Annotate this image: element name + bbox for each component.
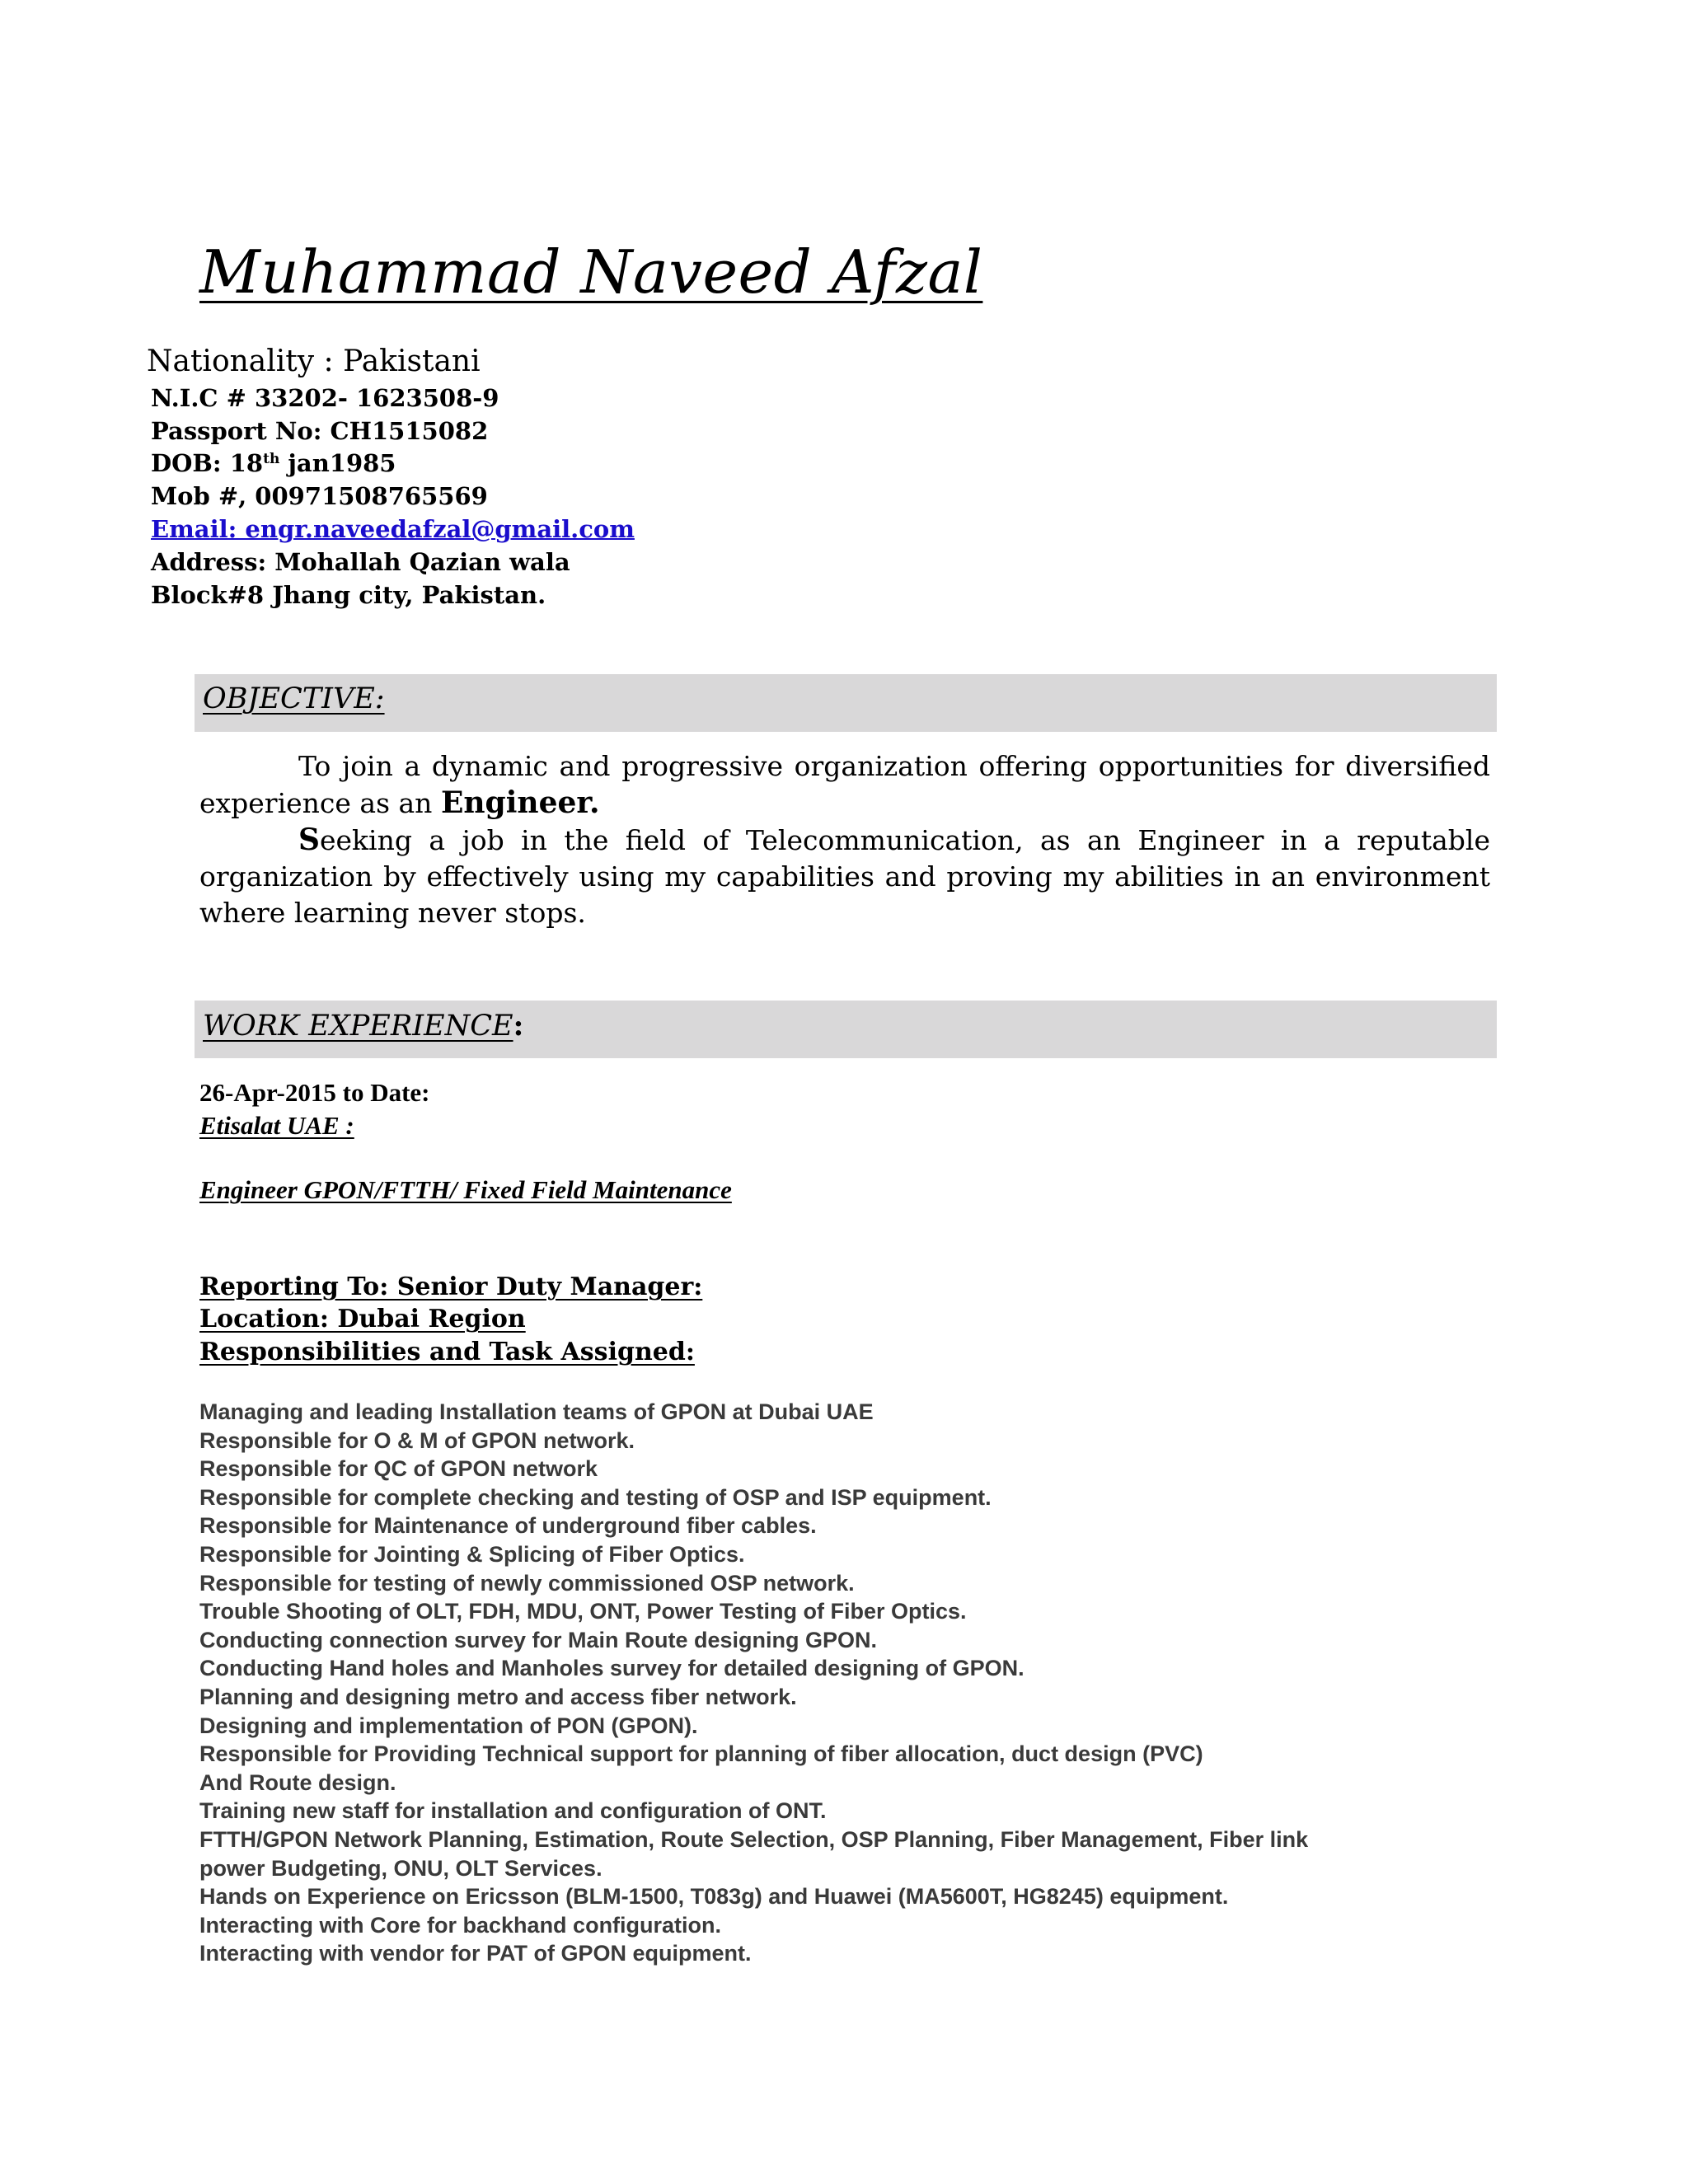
objective-heading: OBJECTIVE: — [203, 682, 385, 715]
objective-engineer-word: Engineer. — [440, 785, 600, 820]
candidate-name: Muhammad Naveed Afzal — [199, 237, 983, 307]
work-experience-heading — [203, 1009, 523, 1043]
responsibility-item: Planning and designing metro and access fiber network. — [199, 1684, 797, 1709]
address-line-1: Address: Mohallah Qazian wala — [151, 548, 570, 576]
email-link[interactable]: Email: engr.naveedafzal@gmail.com — [151, 515, 635, 543]
dob-prefix: DOB: 18 — [151, 449, 264, 477]
mobile-number: Mob #, 00971508765569 — [151, 482, 488, 510]
responsibility-item: Responsible for Jointing & Splicing of Fiber Optics. — [199, 1541, 745, 1567]
responsibility-item: Trouble Shooting of OLT, FDH, MDU, ONT, Power Testing of Fiber Optics. — [199, 1599, 967, 1624]
job-location: Location: Dubai Region — [199, 1305, 526, 1333]
responsibility-item: Responsible for complete checking and testing of OSP and ISP equipment. — [199, 1484, 992, 1510]
address-line-2: Block#8 Jhang city, Pakistan. — [151, 581, 546, 609]
responsibility-item: Responsible for Maintenance of underground fiber cables. — [199, 1513, 817, 1539]
passport-number: Passport No: CH1515082 — [151, 417, 489, 445]
responsibility-item: Training new staff for installation and configuration of ONT. — [199, 1798, 827, 1824]
reporting-to: Reporting To: Senior Duty Manager: — [199, 1272, 703, 1301]
responsibility-item: Interacting with Core for backhand configuration. — [199, 1912, 722, 1938]
responsibility-item: Responsible for Providing Technical support for planning of fiber allocation, duct design (PVC) — [199, 1741, 1203, 1767]
objective-paragraph-2 — [199, 822, 1490, 931]
responsibility-item: Responsible for testing of newly commissioned OSP network. — [199, 1570, 855, 1596]
dob-ordinal: th — [263, 451, 280, 467]
objective-paragraph-1-text: To join a dynamic and progressive organization offering opportunities for diversified experience as an — [199, 750, 1490, 819]
responsibilities-list — [199, 1398, 1308, 1968]
nationality: Nationality : Pakistani — [147, 344, 481, 378]
objective-section-bar — [195, 674, 1497, 732]
objective-drop-letter: S — [298, 823, 320, 857]
job-position: Engineer GPON/FTTH/ Fixed Field Maintenance — [199, 1175, 732, 1204]
responsibility-item: Hands on Experience on Ericsson (BLM-1500, T083g) and Huawei (MA5600T, HG8245) equipment. — [199, 1884, 1229, 1910]
work-experience-heading-colon: : — [513, 1009, 524, 1043]
responsibility-item: Conducting Hand holes and Manholes survey for detailed designing of GPON. — [199, 1656, 1025, 1681]
objective-body — [199, 748, 1490, 931]
date-of-birth — [151, 449, 396, 477]
responsibility-item: Interacting with vendor for PAT of GPON equipment. — [199, 1941, 752, 1966]
responsibilities-heading: Responsibilities and Task Assigned: — [199, 1338, 695, 1366]
responsibility-item: Conducting connection survey for Main Route designing GPON. — [199, 1627, 878, 1652]
work-experience-heading-text: WORK EXPERIENCE — [203, 1010, 513, 1043]
responsibility-item: And Route design. — [199, 1769, 396, 1795]
nic-number: N.I.C # 33202- 1623508-9 — [151, 384, 499, 412]
responsibility-item: Responsible for O & M of GPON network. — [199, 1427, 635, 1453]
objective-paragraph-2-text: eeking a job in the field of Telecommunication, as an Engineer in a reputable organization by effectively using my capabilities and proving my abilities in an environment where learning never stops. — [199, 824, 1490, 929]
responsibility-item: FTTH/GPON Network Planning, Estimation, Route Selection, OSP Planning, Fiber Management, Fiber link — [199, 1826, 1309, 1852]
responsibility-item: power Budgeting, ONU, OLT Services. — [199, 1855, 603, 1881]
employer-name: Etisalat UAE : — [199, 1111, 354, 1140]
work-experience-section-bar — [195, 1001, 1497, 1058]
employment-date-range: 26-Apr-2015 to Date: — [199, 1078, 430, 1107]
objective-paragraph-1 — [199, 748, 1490, 822]
responsibility-item: Managing and leading Installation teams of GPON at Dubai UAE — [199, 1399, 874, 1424]
responsibility-item: Designing and implementation of PON (GPON). — [199, 1713, 698, 1738]
dob-suffix: jan1985 — [279, 449, 396, 477]
responsibility-item: Responsible for QC of GPON network — [199, 1456, 598, 1482]
